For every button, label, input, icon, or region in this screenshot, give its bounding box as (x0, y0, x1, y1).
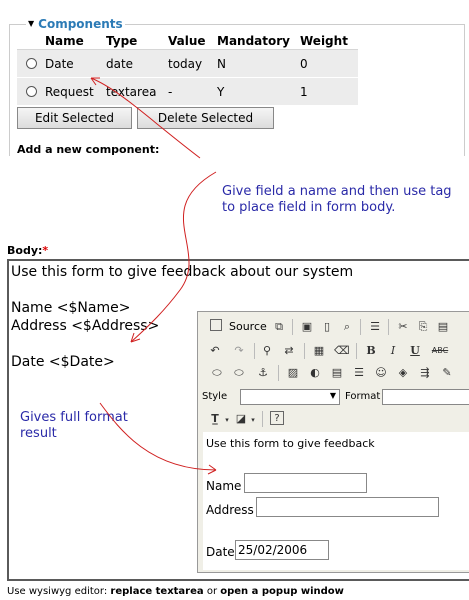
edit-selected-button[interactable]: Edit Selected (17, 107, 132, 129)
insert-icon[interactable]: ✎ (442, 366, 452, 379)
delete-selected-button[interactable]: Delete Selected (137, 107, 274, 129)
body-text-line: Date <$Date> (11, 354, 115, 370)
undo-icon[interactable]: ↶ (210, 344, 220, 357)
header-mandatory: Mandatory (217, 32, 300, 50)
underline-icon[interactable]: U (410, 344, 420, 357)
components-legend-label: Components (38, 17, 123, 31)
replace-textarea-link[interactable]: replace textarea (110, 586, 204, 597)
editor-address-label: Address (206, 503, 254, 517)
annotation-note-format: Gives full format result (20, 410, 128, 441)
editor-name-label: Name (206, 479, 242, 493)
special-char-icon[interactable]: ◈ (398, 366, 408, 379)
wysiwyg-footer (7, 586, 344, 597)
chevron-down-icon[interactable]: ▾ (225, 416, 229, 424)
footer-or: or (206, 586, 218, 597)
new-page-icon[interactable]: ▯ (323, 320, 331, 333)
bold-icon[interactable]: B (366, 344, 376, 357)
text-color-icon[interactable]: T̲ (211, 412, 219, 425)
redo-icon[interactable]: ↷ (234, 344, 244, 357)
checkbox-icon[interactable]: ⬭ (234, 366, 244, 379)
copy-icon[interactable]: ⎘ (418, 320, 428, 333)
header-type: Type (106, 32, 168, 50)
header-value: Value (168, 32, 217, 50)
collapse-triangle-icon[interactable]: ▼ (28, 19, 35, 28)
paste-icon[interactable]: ▤ (437, 320, 449, 333)
replace-icon[interactable]: ⇄ (284, 344, 294, 357)
image-icon[interactable]: ▨ (287, 366, 299, 379)
open-popup-link[interactable]: open a popup window (220, 586, 344, 597)
source-button[interactable]: Source (229, 320, 267, 333)
table-icon[interactable]: ▤ (331, 366, 343, 379)
chevron-down-icon[interactable]: ▾ (251, 416, 255, 424)
save-icon[interactable]: ▣ (301, 320, 313, 333)
arrow-to-address-tag (131, 172, 216, 342)
footer-prefix: Use wysiwyg editor: (7, 586, 108, 597)
editor-date-label: Date (206, 545, 235, 559)
format-label: Format (345, 391, 381, 402)
cell-value: - (168, 78, 217, 106)
cell-type: date (106, 50, 168, 78)
cell-name: Request (45, 78, 106, 106)
chevron-down-icon: ▼ (329, 391, 336, 400)
annotation-note-name-tag: Give field a name and then use tag to place field in form body. (222, 184, 452, 215)
arrow-to-editor-output (100, 403, 216, 470)
cell-weight: 0 (300, 50, 358, 78)
cell-mandatory: Y (217, 78, 300, 106)
header-name: Name (45, 32, 106, 50)
cell-weight: 1 (300, 78, 358, 106)
page-break-icon[interactable]: ⇶ (420, 366, 430, 379)
strikethrough-icon[interactable]: ABC (431, 346, 449, 355)
remove-format-icon[interactable]: ⌫ (334, 344, 350, 357)
preview-doc-icon[interactable]: ⧉ (275, 320, 283, 333)
cell-mandatory: N (217, 50, 300, 78)
editor-date-field[interactable]: 25/02/2006 (235, 540, 329, 560)
italic-icon[interactable]: I (390, 344, 396, 357)
about-icon[interactable]: ? (270, 411, 284, 425)
horizontal-rule-icon[interactable]: ☰ (354, 366, 364, 379)
form-icon[interactable]: ⬭ (212, 366, 222, 379)
find-icon[interactable]: ⚲ (262, 344, 272, 357)
editor-intro-text: Use this form to give feedback (206, 437, 375, 450)
cut-icon[interactable]: ✂ (398, 320, 408, 333)
body-text-line: Name <$Name> (11, 300, 131, 316)
cell-value: today (168, 50, 217, 78)
header-weight: Weight (300, 32, 358, 50)
body-label-text: Body: (7, 244, 43, 257)
templates-icon[interactable]: ☰ (370, 320, 380, 333)
smiley-icon[interactable]: ☺ (375, 366, 387, 379)
arrow-to-date-row (91, 78, 200, 158)
add-new-component-label: Add a new component: (17, 143, 160, 156)
background-color-icon[interactable]: ◪ (235, 412, 247, 425)
select-all-icon[interactable]: ▦ (313, 344, 325, 357)
cell-type: textarea (106, 78, 168, 106)
cell-name: Date (45, 50, 106, 78)
body-text-line: Use this form to give feedback about our system (11, 264, 354, 280)
flash-icon[interactable]: ◐ (310, 366, 320, 379)
required-marker: * (42, 244, 49, 257)
preview-icon[interactable]: ⌕ (343, 320, 351, 333)
anchor-icon[interactable]: ⚓ (258, 366, 268, 379)
style-label: Style (202, 391, 228, 402)
body-text-line: Address <$Address> (11, 318, 160, 334)
